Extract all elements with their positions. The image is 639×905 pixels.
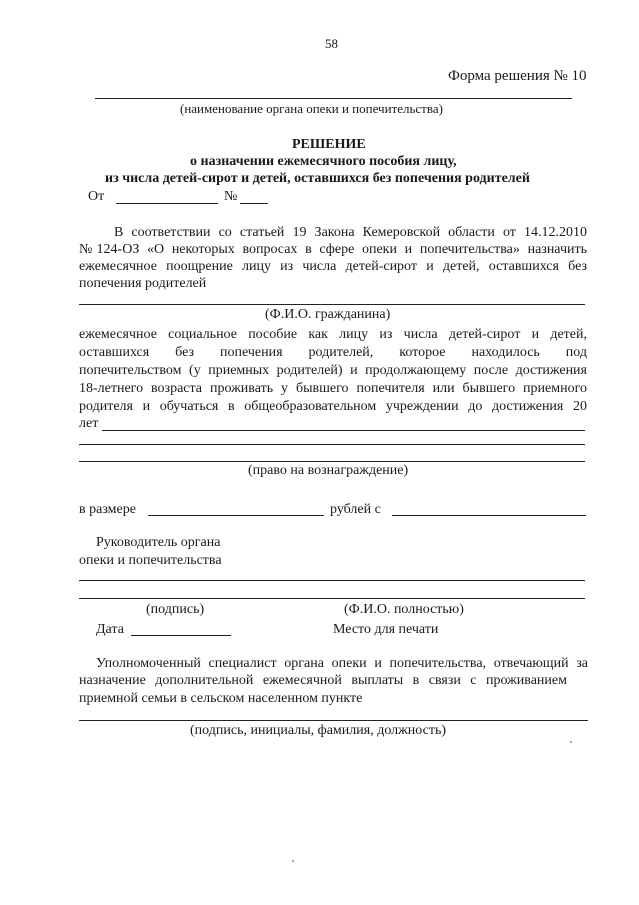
head-line-blank-2: [79, 598, 585, 599]
para1-line-4: попечения родителей: [79, 276, 207, 291]
scan-speck: [292, 860, 294, 862]
number-label: №: [224, 189, 238, 204]
date-from-label: От: [88, 189, 105, 204]
page-number: 58: [325, 36, 338, 51]
seal-label: Место для печати: [333, 622, 439, 637]
blank-line-2: [79, 461, 585, 462]
organ-name-line: [95, 98, 572, 99]
rubles-label: рублей с: [330, 502, 381, 517]
para3-line-2: назначение дополнительной ежемесячной выплаты в связи с проживанием: [79, 673, 567, 688]
head-line-2: опеки и попечительства: [79, 553, 222, 568]
head-line-blank-1: [79, 580, 585, 581]
para1-line-3: ежемесячное поощрение лицу из числа детей-сирот и детей, оставшихся без: [79, 259, 587, 274]
para2-line-2: оставшихся без попечения родителей, которое находилось под: [79, 345, 587, 360]
para2-line-1: ежемесячное социальное пособие как лицу из числа детей-сирот и детей,: [79, 327, 587, 342]
blank-line-1: [79, 444, 585, 445]
para2-line-4: 18-летнего возраста проживать у бывшего попечителя или бывшего приемного: [79, 381, 587, 396]
years-label: лет: [79, 416, 99, 431]
date-from-line: [116, 203, 218, 204]
para3-line-3: приемной семьи в сельском населенном пункте: [79, 691, 363, 706]
scan-speck: [570, 741, 572, 743]
date-label: Дата: [96, 622, 124, 637]
number-line: [240, 203, 268, 204]
para3-line-1: Уполномоченный специалист органа опеки и попечительства, отвечающий за: [96, 656, 588, 671]
fio-caption: (Ф.И.О. гражданина): [265, 307, 391, 322]
right-caption: (право на вознаграждение): [248, 463, 409, 478]
fio-line: [79, 304, 585, 305]
form-label: Форма решения № 10: [448, 68, 587, 84]
para1-line-2: №124-ОЗ «О некоторых вопросах в сфере опеки и попечительства» назначить: [79, 242, 587, 257]
bottom-caption: (подпись, инициалы, фамилия, должность): [190, 723, 447, 738]
para1-line-1: В соответствии со статьей 19 Закона Кемеровской области от 14.12.2010: [114, 225, 587, 240]
document-subtitle-2: из числа детей-сирот и детей, оставшихся без попечения родителей: [105, 171, 530, 186]
amount-label: в размере: [79, 502, 136, 517]
bottom-line: [79, 720, 588, 721]
head-line-1: Руководитель органа: [96, 535, 221, 550]
fio-full-caption: (Ф.И.О. полностью): [344, 602, 464, 617]
document-subtitle-1: о назначении ежемесячного пособия лицу,: [190, 154, 457, 169]
amount-line: [148, 515, 324, 516]
signature-caption: (подпись): [146, 602, 205, 617]
years-line: [102, 430, 585, 431]
document-title: РЕШЕНИЕ: [292, 137, 366, 152]
para2-line-5: родителя и обучаться в общеобразовательном учреждении до достижения 20: [79, 399, 587, 414]
para2-line-3: попечительством (у приемных родителей) и продолжающему после достижения: [79, 363, 587, 378]
date-line: [131, 635, 231, 636]
organ-caption: (наименование органа опеки и попечительства): [180, 101, 443, 116]
rubles-from-line: [392, 515, 586, 516]
